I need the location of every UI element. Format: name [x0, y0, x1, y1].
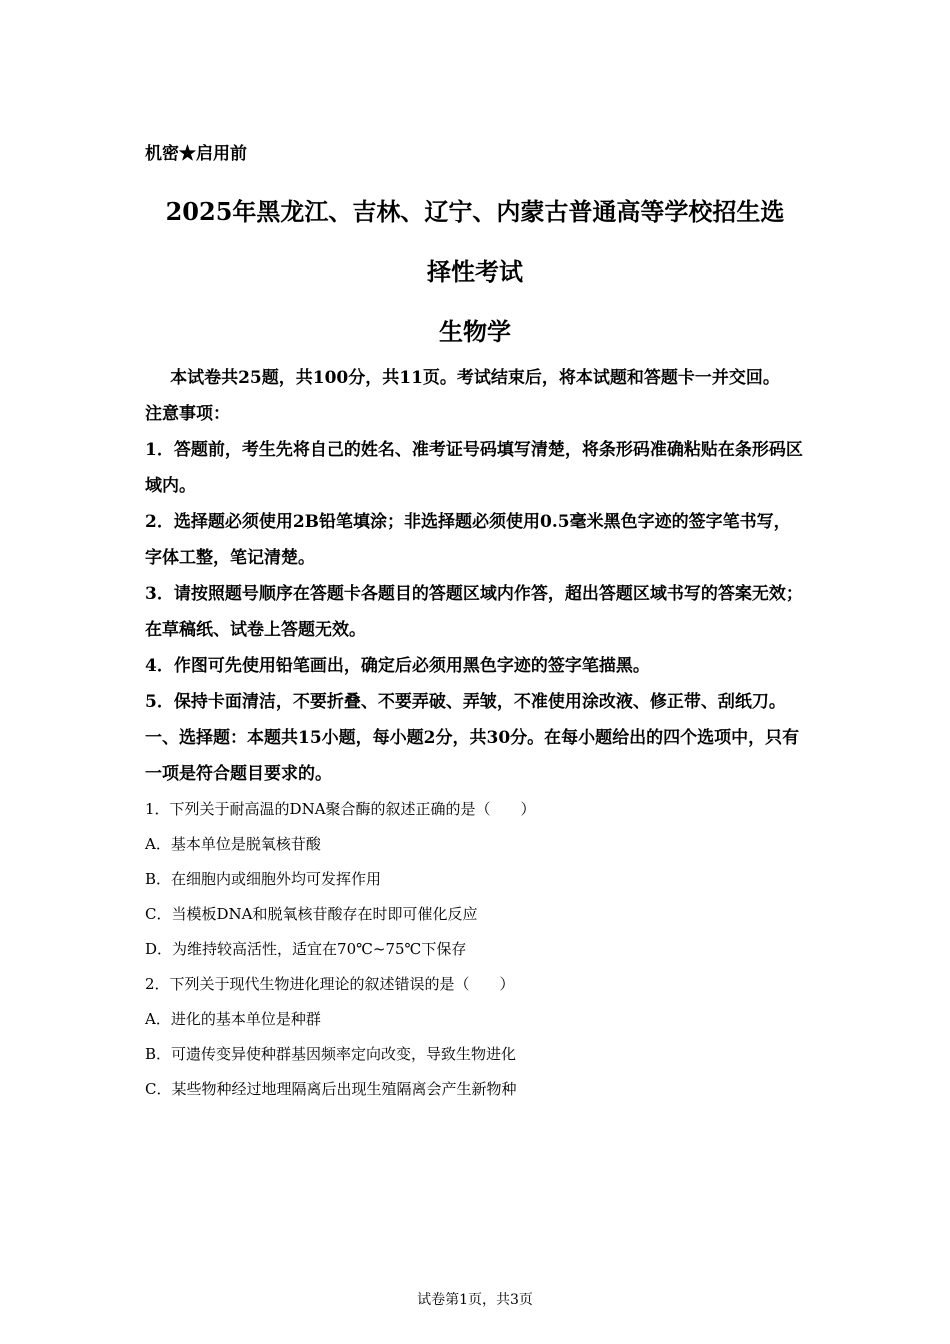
- confidential-label: 机密★启用前: [145, 144, 247, 164]
- subject-title: 生物学: [439, 317, 511, 346]
- exam-title: [145, 182, 805, 302]
- question-1-option-b: B．在细胞内或细胞外均可发挥作用: [145, 870, 382, 888]
- page-footer: 试卷第1页，共3页: [417, 1292, 533, 1308]
- question-2-option-c: C．某些物种经过地理隔离后出现生殖隔离会产生新物种: [145, 1080, 517, 1098]
- notes-list: [145, 432, 805, 720]
- question-2-option-b: B．可遗传变异使种群基因频率定向改变，导致生物进化: [145, 1045, 517, 1063]
- exam-title-line-2: 择性考试: [427, 257, 523, 286]
- note-item-1: 1．答题前，考生先将自己的姓名、准考证号码填写清楚，将条形码准确粘贴在条形码区域内。: [145, 440, 803, 496]
- question-1-option-a: A．基本单位是脱氧核苷酸: [145, 835, 321, 853]
- note-item-5: 5．保持卡面清洁，不要折叠、不要弄破、弄皱，不准使用涂改液、修正带、刮纸刀。: [145, 692, 786, 712]
- note-item-2: 2．选择题必须使用2B铅笔填涂；非选择题必须使用0.5毫米黑色字迹的签字笔书写，字体工整，笔记清楚。: [145, 512, 791, 568]
- question-1: [145, 792, 805, 967]
- exam-title-line-1: 2025年黑龙江、吉林、辽宁、内蒙古普通高等学校招生选: [165, 197, 785, 226]
- question-1-stem: 1．下列关于耐高温的DNA聚合酶的叙述正确的是（ ）: [145, 800, 536, 818]
- section-1-heading: 一、选择题：本题共15小题，每小题2分，共30分。在每小题给出的四个选项中，只有一项是符合题目要求的。: [145, 728, 800, 784]
- note-item-3: 3．请按照题号顺序在答题卡各题目的答题区域内作答，超出答题区域书写的答案无效；在草稿纸、试卷上答题无效。: [145, 584, 803, 640]
- notes-title: 注意事项：: [145, 404, 230, 424]
- exam-intro: 本试卷共25题，共100分，共11页。考试结束后，将本试题和答题卡一并交回。: [170, 368, 780, 388]
- question-2-option-a: A．进化的基本单位是种群: [145, 1010, 321, 1028]
- question-2: [145, 967, 805, 1107]
- page-content: [145, 140, 805, 1107]
- question-1-option-c: C．当模板DNA和脱氧核苷酸存在时即可催化反应: [145, 905, 478, 923]
- question-2-stem: 2．下列关于现代生物进化理论的叙述错误的是（ ）: [145, 975, 515, 993]
- note-item-4: 4．作图可先使用铅笔画出，确定后必须用黑色字迹的签字笔描黑。: [145, 656, 650, 676]
- question-1-option-d: D．为维持较高活性，适宜在70℃~75℃下保存: [145, 940, 467, 958]
